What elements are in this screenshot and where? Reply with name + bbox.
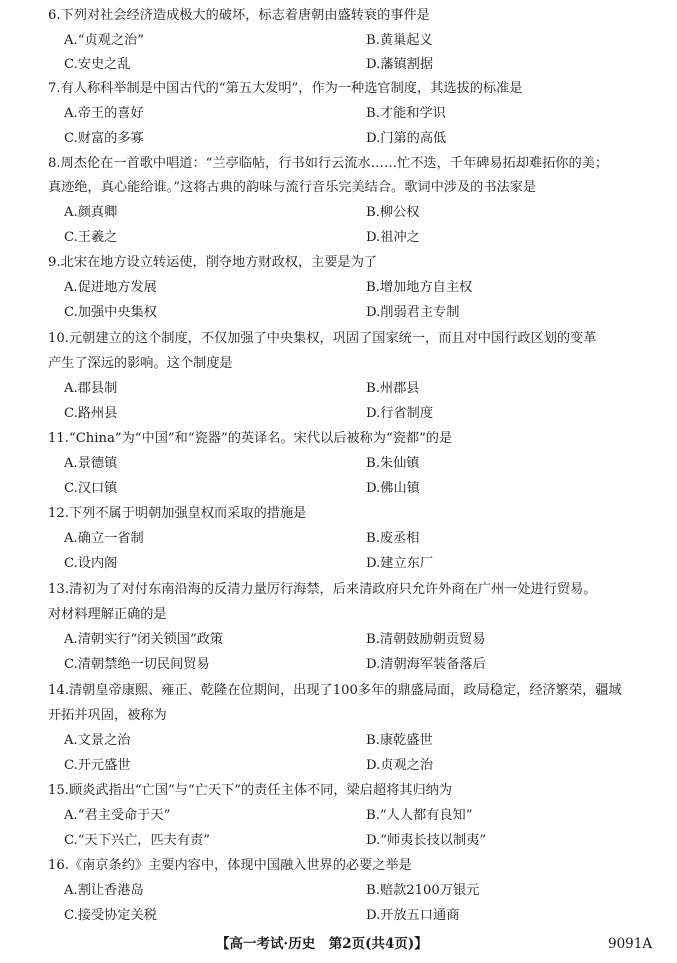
question-12-option-a: A.确立一省制 <box>64 531 144 546</box>
question-10-option-c: C.路州县 <box>64 406 118 421</box>
paper-code: 9091A <box>608 936 653 952</box>
question-6-stem: 6.下列对社会经济造成极大的破坏，标志着唐朝由盛转衰的事件是 <box>48 8 430 23</box>
question-12-option-d: D.建立东厂 <box>366 556 434 571</box>
question-8-option-d: D.祖冲之 <box>366 230 420 245</box>
question-12-option-b: B.废丞相 <box>366 531 420 546</box>
question-8-option-c: C.王羲之 <box>64 230 118 245</box>
question-10-stem-line-1: 10.元朝建立的这个制度，不仅加强了中央集权，巩固了国家统一，而且对中国行政区划的变革 <box>48 331 597 346</box>
question-10-stem-line-2: 产生了深远的影响。这个制度是 <box>48 356 233 371</box>
question-6-option-c: C.安史之乱 <box>64 57 131 72</box>
question-13-stem-line-1: 13.清初为了对付东南沿海的反清力量厉行海禁，后来清政府只允许外商在广州一处进行贸易。 <box>48 582 597 597</box>
question-11-option-a: A.景德镇 <box>64 456 118 471</box>
question-14-option-d: D.贞观之治 <box>366 758 434 773</box>
question-13-stem-line-2: 对材料理解正确的是 <box>48 607 167 622</box>
question-14-option-a: A.文景之治 <box>64 733 131 748</box>
question-13-option-c: C.清朝禁绝一切民间贸易 <box>64 657 210 672</box>
question-6-option-a: A.“贞观之治” <box>64 33 144 48</box>
question-10-option-a: A.郡县制 <box>64 381 118 396</box>
question-16-option-c: C.接受协定关税 <box>64 908 157 923</box>
question-15-option-b: B.“人人都有良知” <box>366 808 473 823</box>
question-7-option-a: A.帝王的喜好 <box>64 106 144 121</box>
question-14-stem-line-2: 开拓并巩固，被称为 <box>48 708 167 723</box>
question-8-option-a: A.颜真卿 <box>64 205 118 220</box>
question-16-option-a: A.割让香港岛 <box>64 883 144 898</box>
question-15-option-d: D.“师夷长技以制夷” <box>366 833 487 848</box>
question-6-option-d: D.藩镇割据 <box>366 57 434 72</box>
question-16-option-d: D.开放五口通商 <box>366 908 460 923</box>
question-9-option-a: A.促进地方发展 <box>64 280 157 295</box>
question-8-stem-line-1: 8.周杰伦在一首歌中唱道：“兰亭临帖，行书如行云流水……忙不迭，千年碑易拓却难拓你的美； <box>48 156 609 171</box>
question-10-option-d: D.行省制度 <box>366 406 434 421</box>
question-6-option-b: B.黄巢起义 <box>366 33 433 48</box>
question-14-stem-line-1: 14.清朝皇帝康熙、雍正、乾隆在位期间，出现了100多年的鼎盛局面，政局稳定，经济繁荣，疆域 <box>48 683 622 698</box>
question-11-option-c: C.汉口镇 <box>64 481 118 496</box>
question-14-option-b: B.康乾盛世 <box>366 733 433 748</box>
question-7-option-c: C.财富的多寡 <box>64 131 144 146</box>
page-footer-title: 【高一考试·历史 第2页(共4页)】 <box>216 936 428 952</box>
question-7-option-b: B.才能和学识 <box>366 106 446 121</box>
question-15-option-a: A.“君主受命于天” <box>64 808 171 823</box>
question-15-stem: 15.顾炎武指出“亡国”与“亡天下”的责任主体不同，梁启超将其归纳为 <box>48 783 452 798</box>
question-11-stem: 11.“China”为“中国”和“瓷器”的英译名。宋代以后被称为“瓷都”的是 <box>48 431 453 446</box>
question-10-option-b: B.州郡县 <box>366 381 420 396</box>
question-13-option-a: A.清朝实行“闭关锁国”政策 <box>64 632 224 647</box>
question-9-option-c: C.加强中央集权 <box>64 305 157 320</box>
question-11-option-d: D.佛山镇 <box>366 481 420 496</box>
question-8-option-b: B.柳公权 <box>366 205 420 220</box>
question-13-option-d: D.清朝海军装备落后 <box>366 657 486 672</box>
question-16-option-b: B.赔款2100万银元 <box>366 883 480 898</box>
question-9-option-d: D.削弱君主专制 <box>366 305 460 320</box>
question-8-stem-line-2: 真迹绝，真心能给谁。”这将古典的韵味与流行音乐完美结合。歌词中涉及的书法家是 <box>48 180 537 195</box>
question-12-option-c: C.设内阁 <box>64 556 118 571</box>
question-7-stem: 7.有人称科举制是中国古代的“第五大发明”，作为一种选官制度，其选拔的标准是 <box>48 81 523 96</box>
question-16-stem: 16.《南京条约》主要内容中，体现中国融入世界的必要之举是 <box>48 858 412 873</box>
question-9-stem: 9.北宋在地方设立转运使，削夺地方财政权，主要是为了 <box>48 255 378 270</box>
question-12-stem: 12.下列不属于明朝加强皇权而采取的措施是 <box>48 506 307 521</box>
question-7-option-d: D.门第的高低 <box>366 131 447 146</box>
question-13-option-b: B.清朝鼓励朝贡贸易 <box>366 632 486 647</box>
question-9-option-b: B.增加地方自主权 <box>366 280 473 295</box>
question-15-option-c: C.“天下兴亡，匹夫有责” <box>64 833 210 848</box>
question-14-option-c: C.开元盛世 <box>64 758 131 773</box>
question-11-option-b: B.朱仙镇 <box>366 456 420 471</box>
